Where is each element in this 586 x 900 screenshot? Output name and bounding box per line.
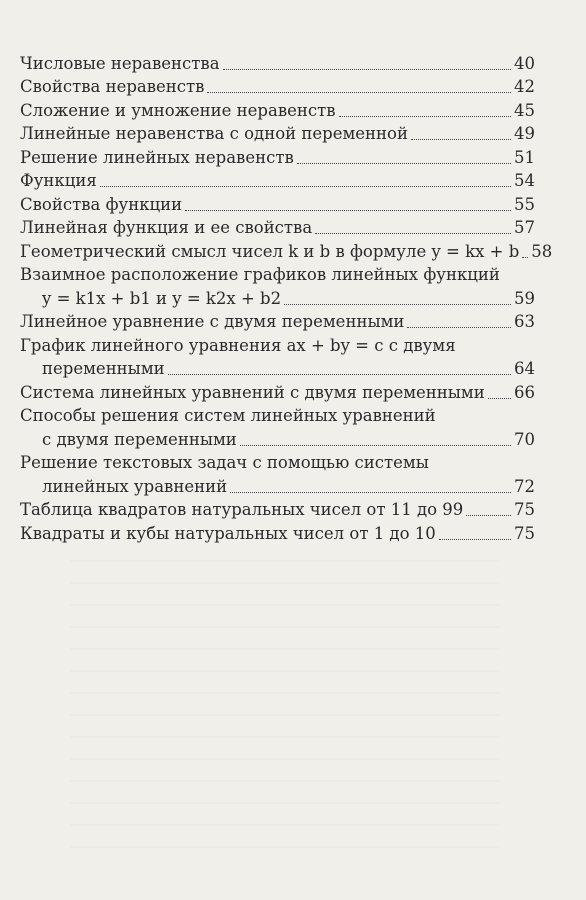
toc-entry-line	[20, 473, 535, 497]
toc-entry-line	[20, 121, 535, 145]
toc-entry-title: Решение линейных неравенств	[20, 147, 294, 167]
dot-leader	[411, 139, 511, 140]
dot-leader	[315, 233, 511, 234]
toc-page-number: 63	[514, 312, 535, 331]
toc-page-number: 72	[514, 476, 535, 496]
dot-leader	[185, 210, 511, 211]
toc-entry	[20, 215, 535, 239]
toc-entry-title: с двумя переменными	[42, 429, 237, 449]
toc-entry-title: переменными	[42, 359, 165, 378]
toc-entry-line	[20, 309, 535, 333]
dot-leader	[407, 327, 511, 328]
toc-page-number: 49	[514, 124, 535, 143]
toc-page-number: 75	[514, 523, 535, 543]
toc-entry-line	[20, 238, 553, 262]
toc-entry-title: Свойства неравенств	[20, 77, 205, 96]
toc-entry-line	[20, 332, 535, 356]
toc-page-number: 66	[514, 382, 535, 402]
toc-entry-title: Решение текстовых задач с помощью системы	[20, 453, 429, 472]
toc-entry-title: Способы решения систем линейных уравнений	[20, 406, 436, 425]
table-of-contents	[20, 50, 553, 544]
dot-leader	[168, 374, 511, 375]
toc-entry-title: Взаимное расположение графиков линейных функций	[20, 265, 500, 284]
toc-entry-title: Система линейных уравнений с двумя переменными	[20, 382, 485, 402]
toc-page-number: 58	[531, 241, 553, 261]
toc-page-number: 64	[514, 359, 535, 378]
toc-entry	[20, 520, 535, 544]
toc-page-number: 75	[514, 500, 535, 519]
toc-entry-title: Линейная функция и ее свойства	[20, 218, 313, 237]
toc-entry	[20, 97, 535, 121]
bleed-through-texture	[70, 560, 500, 860]
dot-leader	[297, 163, 511, 164]
toc-entry-title: Числовые неравенства	[20, 53, 220, 73]
dot-leader	[100, 186, 511, 187]
toc-page-number: 55	[514, 194, 535, 214]
toc-entry	[20, 497, 535, 521]
toc-entry	[20, 238, 553, 262]
toc-entry	[20, 191, 535, 215]
toc-entry-title: Квадраты и кубы натуральных чисел от 1 до 10	[20, 523, 436, 543]
toc-entry-line	[20, 97, 535, 121]
toc-entry	[20, 403, 535, 450]
toc-entry-line	[20, 285, 535, 309]
toc-entry-title: Линейные неравенства с одной переменной	[20, 124, 408, 143]
toc-entry-title: Функция	[20, 171, 97, 190]
toc-entry-line	[20, 50, 535, 74]
toc-entry-title: Таблица квадратов натуральных чисел от 11 до 99	[20, 500, 464, 519]
toc-entry-line	[20, 215, 535, 239]
toc-page-number: 57	[514, 218, 535, 237]
toc-entry-line	[20, 379, 535, 403]
dot-leader	[466, 515, 511, 516]
toc-page-number: 45	[514, 100, 535, 120]
dot-leader	[284, 304, 511, 305]
toc-entry-line	[20, 450, 535, 474]
toc-entry-line	[20, 497, 535, 521]
dot-leader	[240, 445, 511, 446]
toc-entry-line	[20, 191, 535, 215]
toc-page-number: 42	[514, 77, 535, 96]
toc-entry-line	[20, 144, 535, 168]
toc-page-number: 51	[514, 147, 535, 167]
dot-leader	[207, 92, 511, 93]
toc-entry	[20, 332, 535, 379]
dot-leader	[223, 69, 511, 70]
toc-entry	[20, 262, 535, 309]
dot-leader	[522, 257, 528, 258]
toc-entry-title: График линейного уравнения ax + by = c с двумя	[20, 335, 456, 355]
toc-entry	[20, 121, 535, 145]
toc-entry	[20, 144, 535, 168]
dot-leader	[339, 116, 511, 117]
toc-entry-title: Сложение и умножение неравенств	[20, 100, 336, 120]
toc-entry-title: Геометрический смысл чисел k и b в формуле y = kx + b	[20, 241, 520, 261]
toc-page-number: 59	[514, 288, 535, 308]
toc-entry-line	[20, 520, 535, 544]
toc-entry-line	[20, 168, 535, 192]
toc-entry-line	[20, 262, 535, 286]
toc-entry-title: Свойства функции	[20, 194, 183, 214]
dot-leader	[439, 539, 511, 540]
dot-leader	[230, 492, 511, 493]
toc-entry-line	[20, 74, 535, 98]
toc-page-number: 40	[514, 53, 535, 73]
toc-entry	[20, 168, 535, 192]
toc-page-number: 70	[514, 429, 535, 449]
toc-entry-title: y = k1x + b1 и y = k2x + b2	[42, 288, 282, 308]
toc-entry	[20, 50, 535, 74]
toc-entry	[20, 74, 535, 98]
toc-page-number: 54	[514, 171, 535, 190]
dot-leader	[488, 398, 511, 399]
toc-entry-title: Линейное уравнение с двумя переменными	[20, 312, 405, 331]
toc-entry-title: линейных уравнений	[42, 476, 228, 496]
toc-entry-line	[20, 403, 535, 427]
toc-entry-line	[20, 356, 535, 380]
toc-entry-line	[20, 426, 535, 450]
toc-entry	[20, 379, 535, 403]
toc-entry	[20, 309, 535, 333]
toc-entry	[20, 450, 535, 497]
